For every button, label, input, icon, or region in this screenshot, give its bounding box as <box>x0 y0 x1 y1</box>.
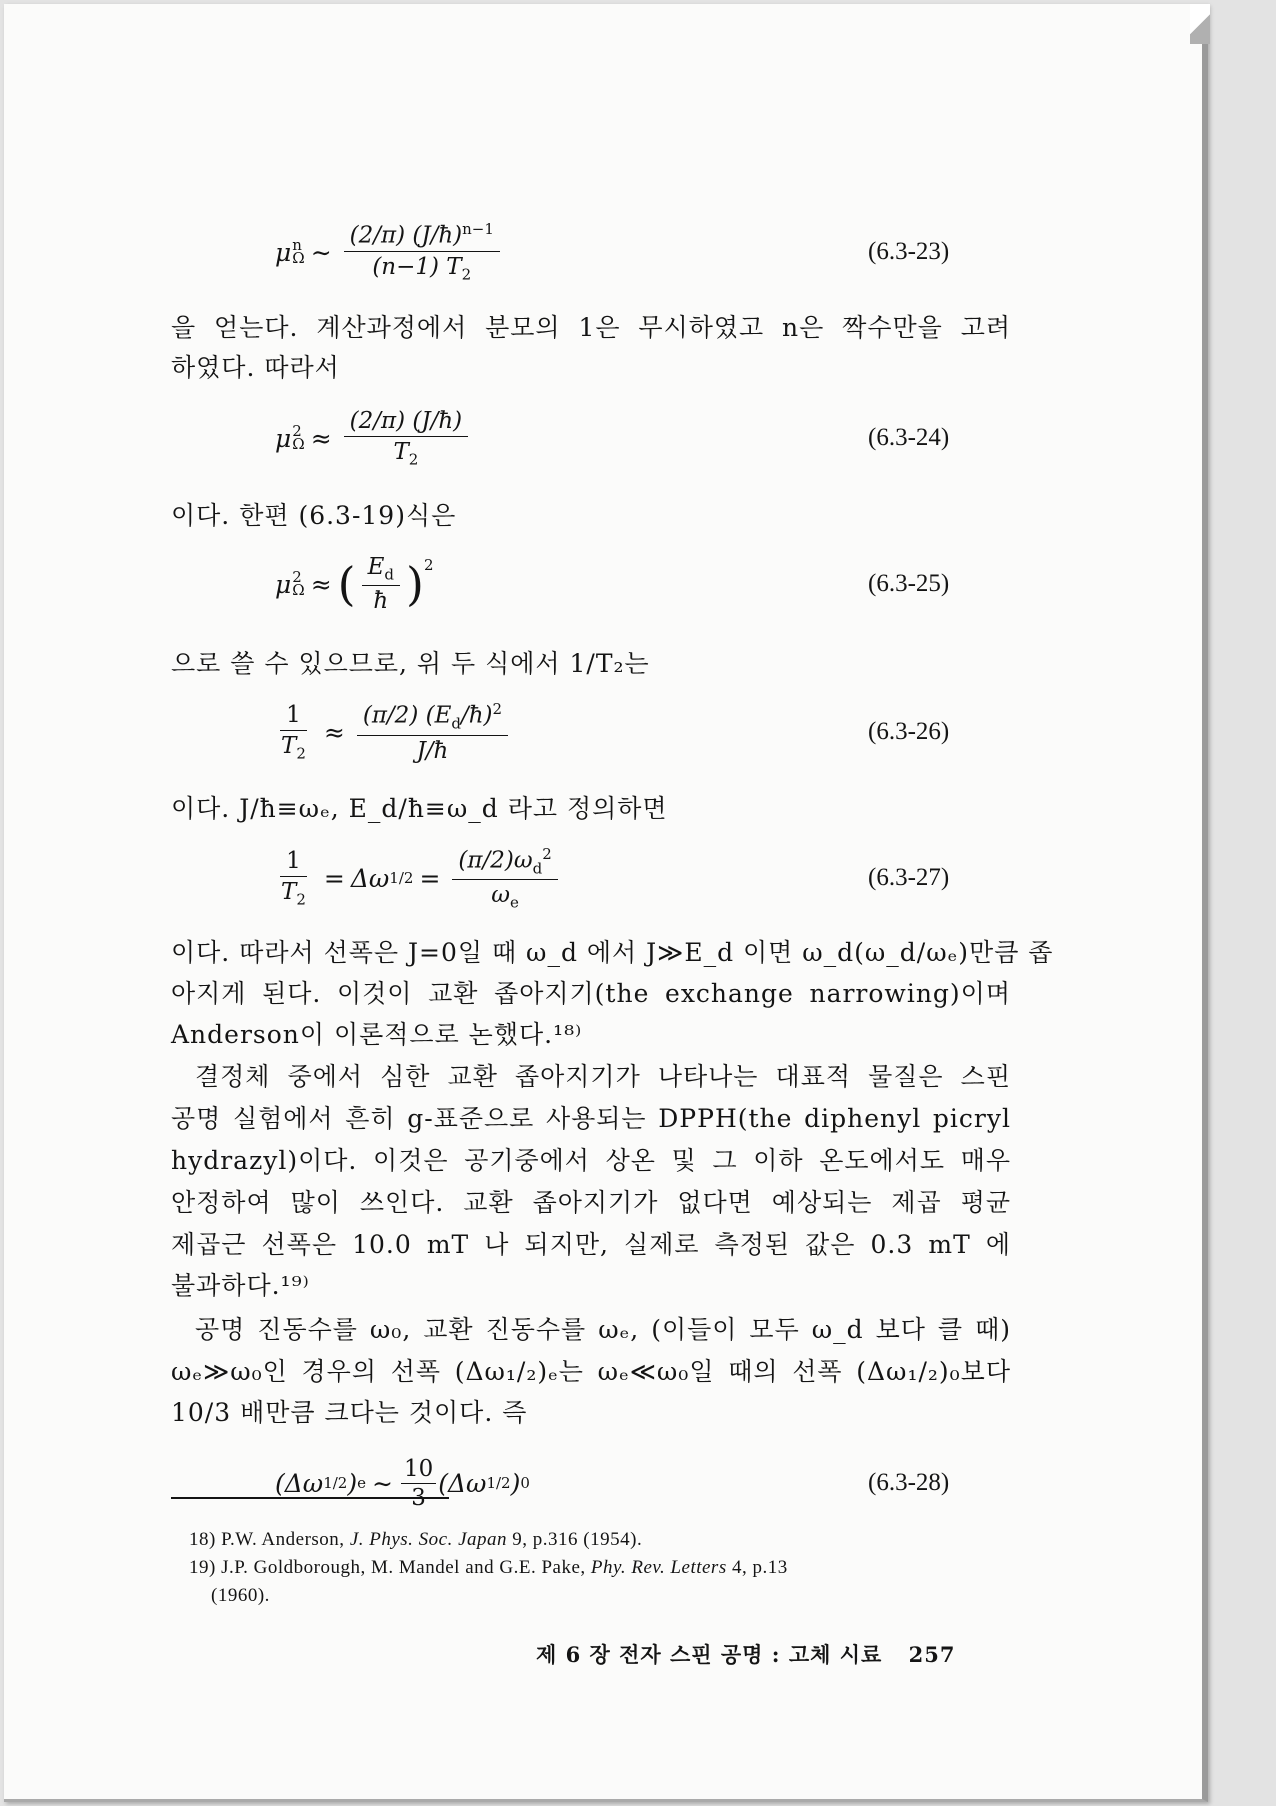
footnote-rule <box>171 1497 449 1499</box>
equation-number: (6.3-26) <box>868 718 950 745</box>
body-line: 10/3 배만큼 크다는 것이다. 즉 <box>171 1398 528 1427</box>
body-line: hydrazyl)이다. 이것은 공기중에서 상온 및 그 이하 온도에서도 매우 <box>171 1146 1011 1175</box>
equation-6-3-27: $\frac{1}{T_2}$ = Δω 1/2 = $\frac{(\pi/2)\omega_d^2}{\omega_e}$ (6.3-27) <box>0 838 1198 918</box>
eq-lhs: μ <box>275 237 292 267</box>
running-footer <box>536 1637 955 1673</box>
body-line: 이다. 한편 (6.3-19)식은 <box>171 501 457 530</box>
equation-6-3-23: μ n Ω ∼ $\frac{(2/\pi) (J/ħ)^{n-1}}{(n-1) T_2}$ (6.3-23) <box>0 212 1198 292</box>
page-curl-decoration <box>1190 4 1210 44</box>
body-line: 안정하여 많이 쓰인다. 교환 좁아지기가 없다면 예상되는 제곱 평균 <box>171 1188 1011 1217</box>
equation-number: (6.3-27) <box>868 864 950 891</box>
equation-6-3-26: $\frac{1}{T_2}$ ≈ $\frac{(\pi/2) (E_d/ħ)^2}{J/ħ}$ (6.3-26) <box>0 692 1198 772</box>
body-line: 이다. 따라서 선폭은 J=0일 때 ω_d 에서 J≫E_d 이면 ω_d(ω_d/ωₑ)만큼 좁 <box>171 938 1054 967</box>
equation-number: (6.3-25) <box>868 570 950 597</box>
page-number: 257 <box>908 1642 956 1667</box>
eq-fraction: $\frac{(2/\pi) (J/ħ)^{n-1}}{(n-1) T_2}$ <box>344 220 500 283</box>
body-line: 불과하다.¹⁹⁾ <box>171 1271 310 1300</box>
footnote-19-continued: (1960). <box>211 1585 270 1606</box>
body-line: ωₑ≫ω₀인 경우의 선폭 (Δω₁/₂)ₑ는 ωₑ≪ω₀일 때의 선폭 (Δω₁/₂)₀보다 <box>171 1357 1011 1386</box>
body-line: 공명 진동수를 ω₀, 교환 진동수를 ωₑ, (이들이 모두 ω_d 보다 클 때) <box>195 1315 1011 1344</box>
equation-number: (6.3-28) <box>868 1469 950 1496</box>
body-line: 이다. J/ħ≡ωₑ, E_d/ħ≡ω_d 라고 정의하면 <box>171 794 668 823</box>
body-line: 으로 쓸 수 있으므로, 위 두 식에서 1/T₂는 <box>171 649 650 678</box>
chapter-title: 제 6 장 전자 스핀 공명 : 고체 시료 <box>536 1642 883 1667</box>
equation-number: (6.3-23) <box>868 238 950 265</box>
body-line: 공명 실험에서 흔히 g-표준으로 사용되는 DPPH(the diphenyl picryl <box>171 1104 1011 1133</box>
footnote-18: 18) P.W. Anderson, J. Phys. Soc. Japan 9, p.316 (1954). <box>189 1529 643 1550</box>
equation-6-3-25: μ 2 Ω ≈ ( $\frac{E_d}{ħ}$ ) 2 (6.3-25) <box>0 544 1198 624</box>
body-line: 하였다. 따라서 <box>171 353 340 382</box>
body-line: Anderson이 이론적으로 논했다.¹⁸⁾ <box>171 1020 583 1049</box>
equation-number: (6.3-24) <box>868 424 950 451</box>
body-line: 제곱근 선폭은 10.0 mT 나 되지만, 실제로 측정된 값은 0.3 mT 에 <box>171 1230 1011 1259</box>
body-line: 아지게 된다. 이것이 교환 좁아지기(the exchange narrowing)이며 <box>171 979 1011 1008</box>
footnote-19: 19) J.P. Goldborough, M. Mandel and G.E. Pake, Phy. Rev. Letters 4, p.13 <box>189 1557 788 1578</box>
equation-6-3-28: (Δω 1/2 ) e ∼ $\frac{10}{3}$ (Δω 1/2 ) 0 (6.3-28) <box>0 1443 1198 1523</box>
body-line: 을 얻는다. 계산과정에서 분모의 1은 무시하였고 n은 짝수만을 고려 <box>171 313 1011 342</box>
body-line: 결정체 중에서 심한 교환 좁아지기가 나타나는 대표적 물질은 스핀 <box>195 1062 1011 1091</box>
equation-6-3-24: μ 2 Ω ≈ $\frac{(2/\pi) (J/ħ)}{T_2}$ (6.3-24) <box>0 398 1198 478</box>
